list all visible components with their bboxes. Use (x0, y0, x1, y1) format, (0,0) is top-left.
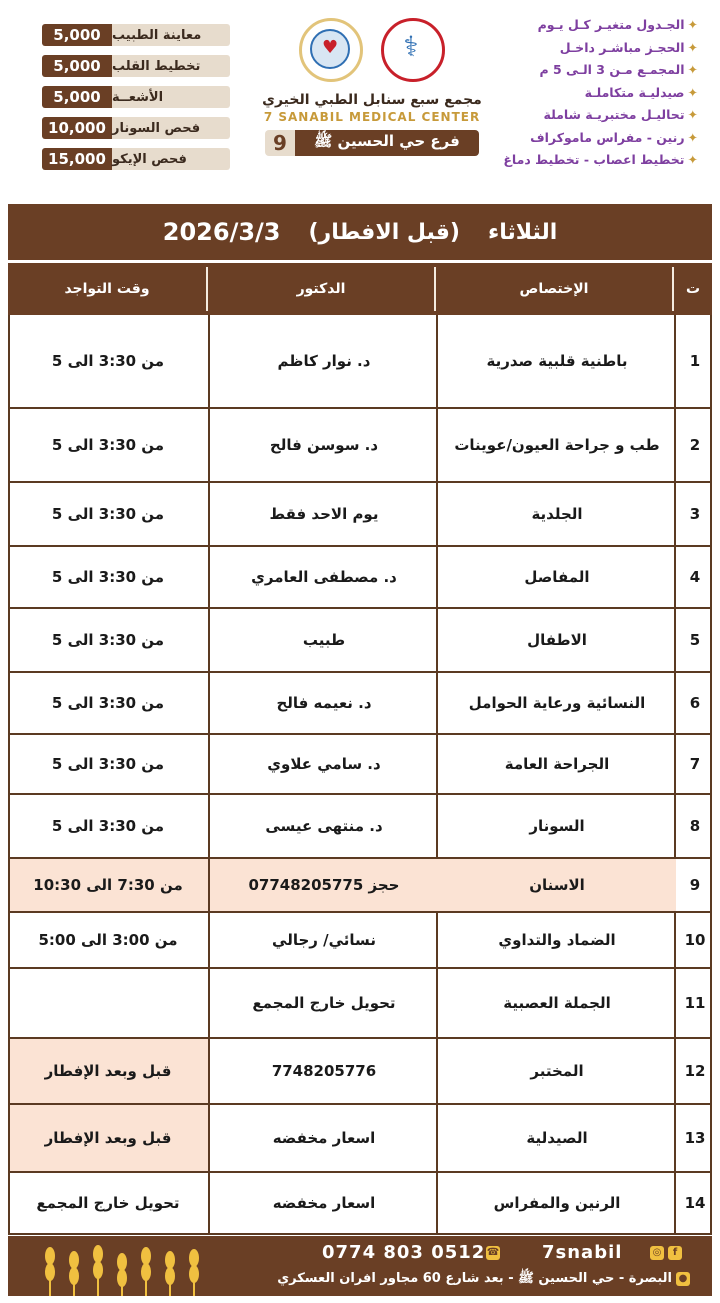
table-row (8, 859, 712, 913)
table-row (8, 483, 712, 547)
row-number: 8 (674, 795, 714, 857)
row-number: 3 (674, 483, 714, 545)
price-value: 5,000 (42, 86, 112, 108)
header-doctor: الدكتور (296, 281, 346, 297)
row-time: من 3:30 الى 5 (51, 505, 165, 523)
row-specialty: الرنين والمفراس (436, 1173, 676, 1233)
row-specialty: الجملة العصبية (436, 969, 676, 1037)
row-time: من 3:30 الى 5 (51, 436, 165, 454)
table-row (8, 735, 712, 795)
table-row (8, 969, 712, 1039)
instagram-icon: ◎ (650, 1246, 664, 1260)
row-doctor: د. نوار كاظم (208, 315, 438, 407)
row-number: 14 (674, 1173, 714, 1233)
row-number: 6 (674, 673, 714, 733)
title-period: (قبل الافطار) (308, 219, 460, 245)
row-number: 11 (674, 969, 714, 1037)
row-doctor: د. منتهى عيسى (208, 795, 438, 857)
medical-logo: ⚕ (381, 18, 445, 82)
table-row (8, 547, 712, 609)
header-specialty: الإختصاص (519, 281, 589, 297)
row-specialty: السونار (436, 795, 676, 857)
header-num: ت (685, 281, 701, 297)
row-time: من 3:30 الى 5 (51, 817, 165, 835)
row-doctor: د. سوسن فالح (208, 409, 438, 481)
row-specialty: الاطفال (436, 609, 676, 671)
footer (8, 1236, 712, 1296)
feature-item: ✦تخطيط اعصاب - تخطيط دماغ (503, 152, 698, 167)
row-specialty: طب و جراحة العيون/عوينات (436, 409, 676, 481)
feature-item: ✦المجمـع مـن 3 الـى 5 م (539, 62, 698, 77)
table-header (8, 263, 712, 315)
title-day: الثلاثاء (487, 219, 558, 245)
location-icon: ● (676, 1272, 690, 1286)
price-value: 10,000 (42, 117, 112, 139)
row-specialty: الجراحة العامة (436, 735, 676, 793)
price-item (42, 117, 230, 139)
row-number: 4 (674, 547, 714, 607)
price-label: الأشعــة (112, 86, 230, 108)
row-doctor: نسائي/ رجالي (208, 913, 438, 967)
row-specialty: الجلدية (436, 483, 676, 545)
feature-item: ✦الحجـز مباشـر داخـل (559, 39, 698, 55)
table-row (8, 673, 712, 735)
footer-social: 7snabil (542, 1242, 623, 1263)
price-item (42, 55, 230, 77)
price-value: 5,000 (42, 24, 112, 46)
schedule-title (8, 204, 712, 260)
row-time: من 7:30 الى 10:30 (8, 859, 208, 911)
row-doctor: د. مصطفى العامري (208, 547, 438, 607)
center-branding (252, 18, 492, 156)
row-specialty: المفاصل (436, 547, 676, 607)
row-time: من 3:30 الى 5 (51, 352, 165, 370)
branch-badge (265, 130, 479, 156)
table-row (8, 315, 712, 409)
branch-number: 9 (265, 130, 295, 156)
row-time: من 3:30 الى 5 (51, 568, 165, 586)
features-list (498, 14, 698, 172)
wheat-decoration-icon (38, 1240, 218, 1296)
row-specialty: المختبر (436, 1039, 676, 1103)
phone-icon: ☎ (486, 1247, 500, 1258)
row-doctor: حجز 07748205775 (208, 859, 438, 911)
row-doctor: د. سامي علاوي (208, 735, 438, 793)
schedule-title-bar (8, 204, 712, 260)
row-time: من 3:30 الى 5 (51, 755, 165, 773)
logos (252, 18, 492, 88)
price-label: تخطيط القلب (112, 55, 230, 77)
footer-phone: 0774 803 0512 (322, 1242, 486, 1263)
center-name-en: 7 SANABIL MEDICAL CENTER (263, 110, 481, 124)
row-time: من 3:30 الى 5 (51, 631, 165, 649)
row-number: 2 (674, 409, 714, 481)
table-row (8, 1105, 712, 1173)
center-name-ar: مجمع سبع سنابل الطبي الخيري (262, 92, 482, 108)
row-specialty: الصيدلية (436, 1105, 676, 1171)
row-time: تحويل خارج المجمع (36, 1194, 180, 1212)
table-row (8, 1173, 712, 1235)
row-doctor: د. نعيمه فالح (208, 673, 438, 733)
row-specialty: الضماد والتداوي (436, 913, 676, 967)
row-number: 13 (674, 1105, 714, 1171)
row-time: قبل وبعد الإفطار (8, 1105, 208, 1171)
header-time: وقت التواجد (64, 281, 150, 297)
price-label: فحص الإيكو (112, 148, 230, 170)
facebook-icon: f (668, 1246, 682, 1260)
charity-logo: ♥ (299, 18, 363, 82)
title-date: 2026/3/3 (162, 218, 281, 246)
row-doctor: اسعار مخفضه (208, 1173, 438, 1233)
price-label: فحص السونار (112, 117, 230, 139)
row-specialty: باطنية قلبية صدرية (436, 315, 676, 407)
price-item (42, 148, 230, 170)
table-row (8, 1039, 712, 1105)
row-time: من 3:00 الى 5:00 (38, 931, 178, 949)
feature-item: ✦رنين - مفراس ماموكراف (530, 129, 698, 145)
feature-item: ✦صيدليـة متكاملـة (584, 84, 698, 100)
branch-name: فرع حي الحسين ﷺ (295, 130, 479, 156)
footer-address: البصرة - حي الحسين ﷺ - بعد شارع 60 مجاور افران العسكري (277, 1271, 672, 1286)
price-label: معاينة الطبيب (112, 24, 230, 46)
table-row (8, 795, 712, 859)
feature-item: ✦تحاليـل مختبريـة شاملة (543, 107, 698, 122)
row-doctor: 7748205776 (208, 1039, 438, 1103)
row-doctor: يوم الاحد فقط (208, 483, 438, 545)
row-number: 7 (674, 735, 714, 793)
row-doctor: تحويل خارج المجمع (208, 969, 438, 1037)
price-value: 15,000 (42, 148, 112, 170)
row-number: 9 (674, 859, 714, 911)
price-list (42, 24, 230, 179)
table-row (8, 609, 712, 673)
feature-item: ✦الجـدول متغيـر كـل يـوم (537, 17, 698, 32)
price-item (42, 24, 230, 46)
row-time: قبل وبعد الإفطار (8, 1039, 208, 1103)
header (0, 0, 720, 195)
table-row (8, 913, 712, 969)
row-number: 10 (674, 913, 714, 967)
row-time: من 3:30 الى 5 (51, 694, 165, 712)
price-value: 5,000 (42, 55, 112, 77)
row-doctor: طبيب (208, 609, 438, 671)
row-specialty: النسائية ورعاية الحوامل (436, 673, 676, 733)
row-number: 5 (674, 609, 714, 671)
price-item (42, 86, 230, 108)
row-doctor: اسعار مخفضه (208, 1105, 438, 1171)
row-specialty: الاسنان (436, 859, 676, 911)
row-number: 1 (674, 315, 714, 407)
row-time (8, 969, 208, 1037)
row-number: 12 (674, 1039, 714, 1103)
table-row (8, 409, 712, 483)
